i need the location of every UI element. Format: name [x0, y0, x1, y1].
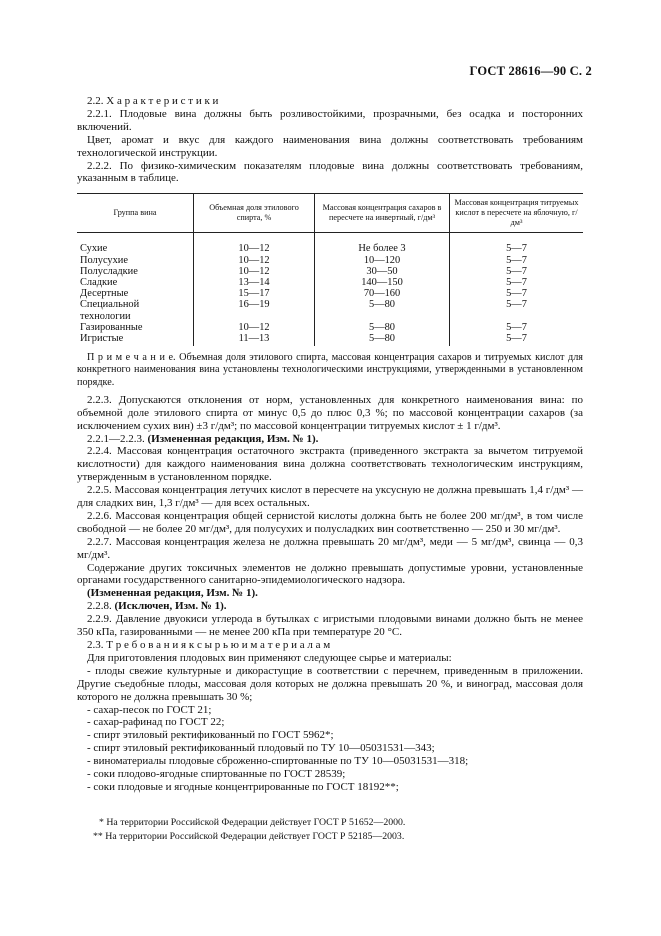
table-cell-acids: 5—7 [450, 233, 584, 255]
table-cell-group: Десертные [80, 288, 129, 300]
table-cell-acids: 5—7 [450, 255, 584, 266]
list-item: - виноматериалы плодовые сброженно-спиртованные по ТУ 10—05031531—318; [87, 755, 469, 768]
table-header-alcohol: Объемная доля этилового спирта, % [194, 194, 315, 233]
table-row [77, 277, 583, 288]
table-row [77, 299, 583, 321]
table-cell-alcohol: 11—13 [194, 333, 315, 346]
table-header-acids: Массовая концентрация титруемых кислот в пересчете на яблочную, г/дм³ [450, 194, 584, 233]
list-item: - сахар-рафинад по ГОСТ 22; [87, 716, 225, 729]
table-cell-alcohol: 10—12 [194, 266, 315, 277]
table-cell-sugar: 5—80 [315, 299, 450, 321]
note-label: П р и м е ч а н и е. [87, 352, 176, 364]
paragraph-2-2-2: 2.2.2. По физико-химическим показателям плодовые вина должны соответствовать требованиям, указанным в таблице. [77, 159, 583, 185]
table-cell-group: Сладкие [80, 276, 118, 288]
table-cell-acids: 5—7 [450, 288, 584, 299]
excluded-prefix: 2.2.8. [87, 600, 115, 613]
table-cell-acids: 5—7 [450, 322, 584, 333]
section-heading-characteristics: 2.2. Х а р а к т е р и с т и к и [87, 95, 219, 107]
table-row [77, 322, 583, 333]
footnote-2: ** На территории Российской Федерации действует ГОСТ Р 52185—2003. [93, 830, 405, 842]
table-note [77, 352, 583, 389]
amendment-prefix: 2.2.1—2.2.3. [87, 432, 148, 445]
table-cell-alcohol: 13—14 [194, 277, 315, 288]
table-cell-acids: 5—7 [450, 277, 584, 288]
table-cell-sugar: 140—150 [315, 277, 450, 288]
paragraph-2-2-6: 2.2.6. Массовая концентрация общей сернистой кислоты должна быть не более 200 мг/дм³, в том числе свободной — не более 20 мг/дм³, для полусухих и полусладких вин соответственно — 250 и 30 мг/дм³. [77, 509, 583, 535]
paragraph-2-2-1: 2.2.1. Плодовые вина должны быть розливостойкими, прозрачными, без осадка и посторонних включений. [77, 107, 583, 133]
footnote-1: * На территории Российской Федерации действует ГОСТ Р 51652—2000. [99, 817, 406, 828]
table-cell-alcohol: 10—12 [194, 233, 315, 255]
list-item: - сахар-песок по ГОСТ 21; [87, 703, 212, 716]
paragraph-2-2-4: 2.2.4. Массовая концентрация остаточного экстракта (приведенного экстракта за вычетом титруемой кислотности) для каждого наименования вина должна соответствовать технологическим инструкциям, утвержденным в установленном порядке. [77, 445, 583, 484]
table-row [77, 255, 583, 266]
list-item: - соки плодовые и ягодные концентрированные по ГОСТ 18192**; [87, 780, 399, 793]
table-body [77, 233, 583, 346]
table-cell-group: Полусухие [80, 254, 128, 266]
table-cell-sugar: 5—80 [315, 333, 450, 346]
table-cell-alcohol: 16—19 [194, 299, 315, 321]
table-cell-acids: 5—7 [450, 266, 584, 277]
table-header-sugar: Массовая концентрация сахаров в пересчете на инвертный, г/дм³ [315, 194, 450, 233]
table-cell-group: Полусладкие [80, 265, 138, 277]
list-item: - спирт этиловый ректификованный по ГОСТ 5962*; [87, 729, 334, 742]
table-header-group: Группа вина [77, 194, 194, 233]
table-row [77, 333, 583, 346]
paragraph-amendment-1 [77, 433, 583, 446]
table-cell-acids: 5—7 [450, 333, 584, 346]
table-cell-alcohol: 15—17 [194, 288, 315, 299]
list-item: - плоды свежие культурные и дикорастущие в соответствии с перечнем, приведенным в приложении. Другие съедобные плоды, массовая доля которых не должна превышать 20 %, и виноград, массовая доля которого не должна превышать 30 %; [77, 664, 583, 703]
amendment-note: (Измененная редакция, Изм. № 1). [147, 432, 319, 445]
page-content [77, 95, 583, 794]
materials-list [77, 665, 583, 794]
paragraph-amendment-2: (Измененная редакция, Изм. № 1). [87, 587, 258, 600]
list-item: - спирт этиловый ректификованный плодовый по ТУ 10—05031531—343; [87, 742, 435, 755]
table-cell-sugar: Не более 3 [315, 233, 450, 255]
table-row [77, 266, 583, 277]
page-header: ГОСТ 28616—90 С. 2 [469, 64, 592, 78]
section-heading-raw-materials: 2.3. Т р е б о в а н и я к с ы р ь ю и м а т е р и а л а м [87, 639, 331, 651]
paragraph-2-2-9: 2.2.9. Давление двуокиси углерода в бутылках с игристыми плодовыми винами должно быть не менее 350 кПа, газированными — не менее 200 кПа при температуре 20 °С. [77, 613, 583, 639]
table-cell-alcohol: 10—12 [194, 255, 315, 266]
list-item: - соки плодово-ягодные спиртованные по ГОСТ 28539; [87, 768, 346, 781]
table-cell-group: Специальной технологии [80, 299, 140, 322]
table-row [77, 233, 583, 255]
table-cell-sugar: 30—50 [315, 266, 450, 277]
table-cell-alcohol: 10—12 [194, 322, 315, 333]
paragraph-2-2-5: 2.2.5. Массовая концентрация летучих кислот в пересчете на уксусную не должна превышать 1,4 г/дм³ — для сладких вин, 1,3 г/дм³ — для всех остальных. [77, 484, 583, 510]
paragraph-2-2-7: 2.2.7. Массовая концентрация железа не должна превышать 20 мг/дм³, меди — 5 мг/дм³, свинца — 0,3 мг/дм³. [77, 535, 583, 561]
table-cell-group: Игристые [80, 332, 124, 344]
table-header-row [77, 194, 583, 233]
table-cell-group: Газированные [80, 321, 143, 333]
paragraph-2-2-8 [77, 600, 583, 613]
table-cell-group: Сухие [80, 243, 108, 255]
paragraph-materials-intro: Для приготовления плодовых вин применяют следующее сырье и материалы: [87, 651, 452, 664]
physicochemical-table [77, 193, 583, 346]
paragraph-color-aroma: Цвет, аромат и вкус для каждого наименования вина должны соответствовать требованиям технологической инструкции. [77, 133, 583, 159]
excluded-note: (Исключен, Изм. № 1). [114, 600, 227, 613]
footnotes [77, 816, 583, 843]
table-row [77, 288, 583, 299]
table-cell-sugar: 5—80 [315, 322, 450, 333]
paragraph-2-2-3: 2.2.3. Допускаются отклонения от норм, установленных для конкретного наименования вина: по объемной доле этилового спирта от минус 0,5 до плюс 0,3 %; по массовой концентрации сахаров (за исключением сухих вин) ±3 г/дм³; по массовой концентрации титруемых кислот ± 1 г/дм³. [77, 393, 583, 432]
note-text: Объемная доля этилового спирта, массовая концентрация сахаров и титруемых кислот для конкретного наименования вина установлены технологическими инструкциями, утвержденными в установленном порядке. [77, 352, 583, 388]
table-cell-sugar: 10—120 [315, 255, 450, 266]
paragraph-toxic-elements: Содержание других токсичных элементов не должно превышать допустимые уровни, установленные органами государственного санитарно-эпидемиологического надзора. [77, 561, 583, 587]
table-cell-sugar: 70—160 [315, 288, 450, 299]
table-cell-acids: 5—7 [450, 299, 584, 321]
